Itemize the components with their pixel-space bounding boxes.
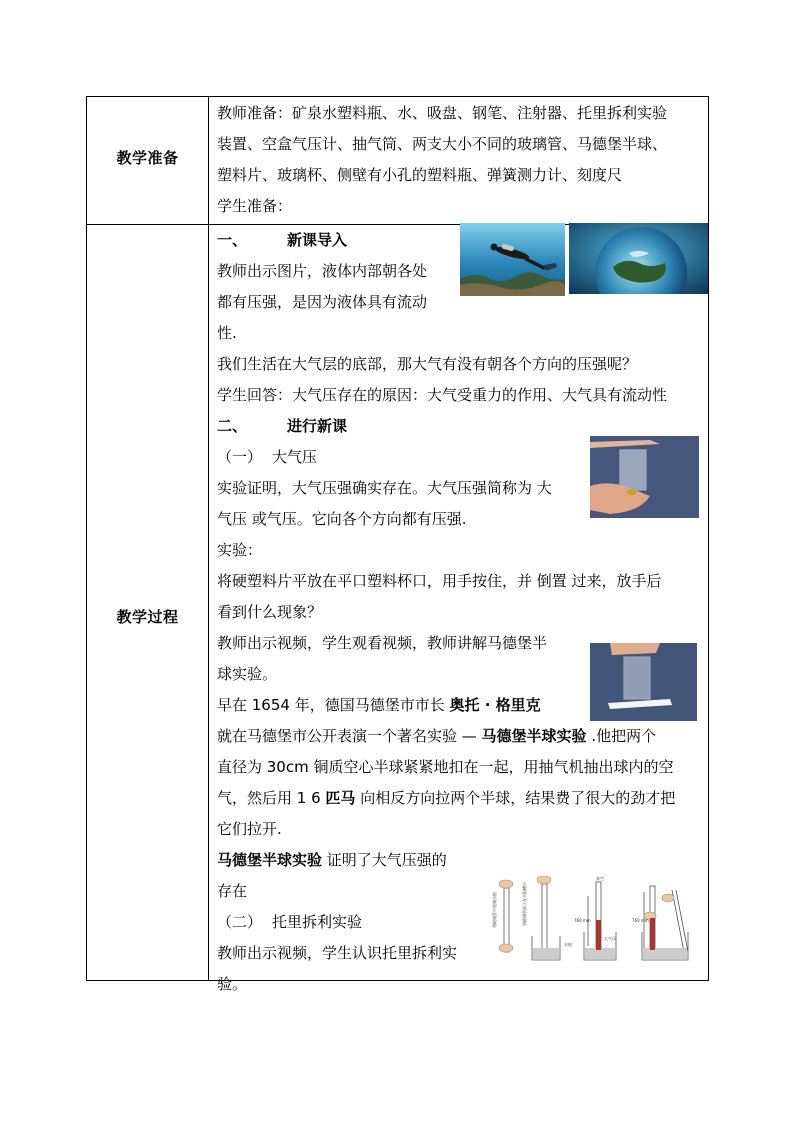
intro-line-3: 性. <box>217 324 237 342</box>
pressure-line-1: 实验证明，大气压强确实存在。大气压强简称为 大 <box>217 479 552 497</box>
history-text-5: 向相反方向拉两个半球，结果费了很大的劲才把 <box>355 789 676 807</box>
conclusion-line-2: 存在 <box>217 882 248 900</box>
video-line-1: 教师出示视频，学生观看视频，教师讲解马德堡半 <box>217 634 548 652</box>
sixteen-horses-term: 匹马 <box>325 789 356 807</box>
history-line-3: 直径为 30cm 铜质空心半球紧紧地扣在一起，用抽气机抽出球内的空 <box>217 758 674 776</box>
diver-photo <box>460 223 565 296</box>
subsection-1-heading <box>217 442 317 473</box>
subsection-1-title: 大气压 <box>272 448 318 466</box>
diagram-vacuum-label: 真空 <box>596 876 604 881</box>
section-2-title: 进行新课 <box>287 417 348 435</box>
magdeburg-glass-photo <box>590 643 697 721</box>
magdeburg-conclusion-term: 马德堡半球实验 <box>217 851 323 869</box>
table-column-divider <box>208 97 209 980</box>
process-label: 教学过程 <box>116 608 179 626</box>
section-1-number: 一、 <box>217 231 248 249</box>
experiment-line-1: 将硬塑料片平放在平口塑料杯口，用手按住，并 倒置 过来，放手后 <box>217 572 662 590</box>
question-line: 我们生活在大气层的底部，那大气有没有朝各个方向的压强呢？ <box>217 355 638 373</box>
torricelli-line-1: 教师出示视频，学生认识托里拆利实 <box>217 944 458 962</box>
subsection-2-number: （二） <box>217 913 263 931</box>
history-text: 早在 1654 年，德国马德堡市市长 <box>217 696 450 714</box>
history-line-4 <box>217 783 675 814</box>
diagram-760-label-b: 760 mm <box>632 918 649 923</box>
earth-sphere-photo <box>569 223 708 294</box>
prep-label: 教学准备 <box>116 149 179 167</box>
magdeburg-experiment-term: 马德堡半球实验 <box>481 727 587 745</box>
history-line-1 <box>217 690 541 721</box>
diagram-fill-label: 将玻璃管中装满水银 <box>492 892 497 928</box>
torricelli-diagram <box>492 876 703 968</box>
video-line-2: 球实验。 <box>217 665 278 683</box>
pressure-line-2: 气压 或气压。它向各个方向都有压强. <box>217 510 467 528</box>
diagram-air-pressure-label: 大气压 <box>604 936 616 941</box>
prep-line-2: 装置、空盒气压计、抽气筒、两支大小不同的玻璃管、马德堡半球、 <box>217 135 668 153</box>
prep-line-4: 学生准备： <box>217 197 293 215</box>
subsection-2-heading <box>217 907 362 938</box>
history-text-4: 气，然后用 1 6 <box>217 789 326 807</box>
history-text-2: 就在马德堡市公开表演一个著名实验 — <box>217 727 482 745</box>
diagram-760-label-a: 760 mm <box>574 918 591 923</box>
experiment-line-2: 看到什么现象？ <box>217 603 323 621</box>
section-2-number: 二、 <box>217 417 248 435</box>
diagram-invert-label: 将玻璃管倒立在水银槽中 <box>522 882 527 926</box>
intro-line-2: 都有压强，是因为液体具有流动 <box>217 293 428 311</box>
prep-line-1: 教师准备：矿泉水塑料瓶、水、吸盘、钢笔、注射器、托里拆利实验 <box>217 104 668 122</box>
diagram-mercury-label: 水银 <box>564 942 572 947</box>
conclusion-line-1 <box>217 845 447 876</box>
inverted-glass-photo <box>590 436 699 518</box>
subsection-1-number: （一） <box>217 448 263 466</box>
history-text-3: .他把两个 <box>586 727 657 745</box>
section-2-heading <box>217 411 347 442</box>
student-answer-line: 学生回答：大气压存在的原因：大气受重力的作用、大气具有流动性 <box>217 386 668 404</box>
conclusion-text: 证明了大气压强的 <box>322 851 447 869</box>
history-line-2 <box>217 721 656 752</box>
torricelli-line-2: 验。 <box>217 975 248 993</box>
section-1-title: 新课导入 <box>287 231 348 249</box>
section-1-heading <box>217 225 347 256</box>
experiment-label: 实验： <box>217 541 263 559</box>
guericke-name: 奥托 · 格里克 <box>449 696 541 714</box>
intro-line-1: 教师出示图片，液体内部朝各处 <box>217 262 428 280</box>
subsection-2-title: 托里拆利实验 <box>272 913 363 931</box>
prep-line-3: 塑料片、玻璃杯、侧壁有小孔的塑料瓶、弹簧测力计、刻度尺 <box>217 166 623 184</box>
history-line-5: 它们拉开. <box>217 820 282 838</box>
